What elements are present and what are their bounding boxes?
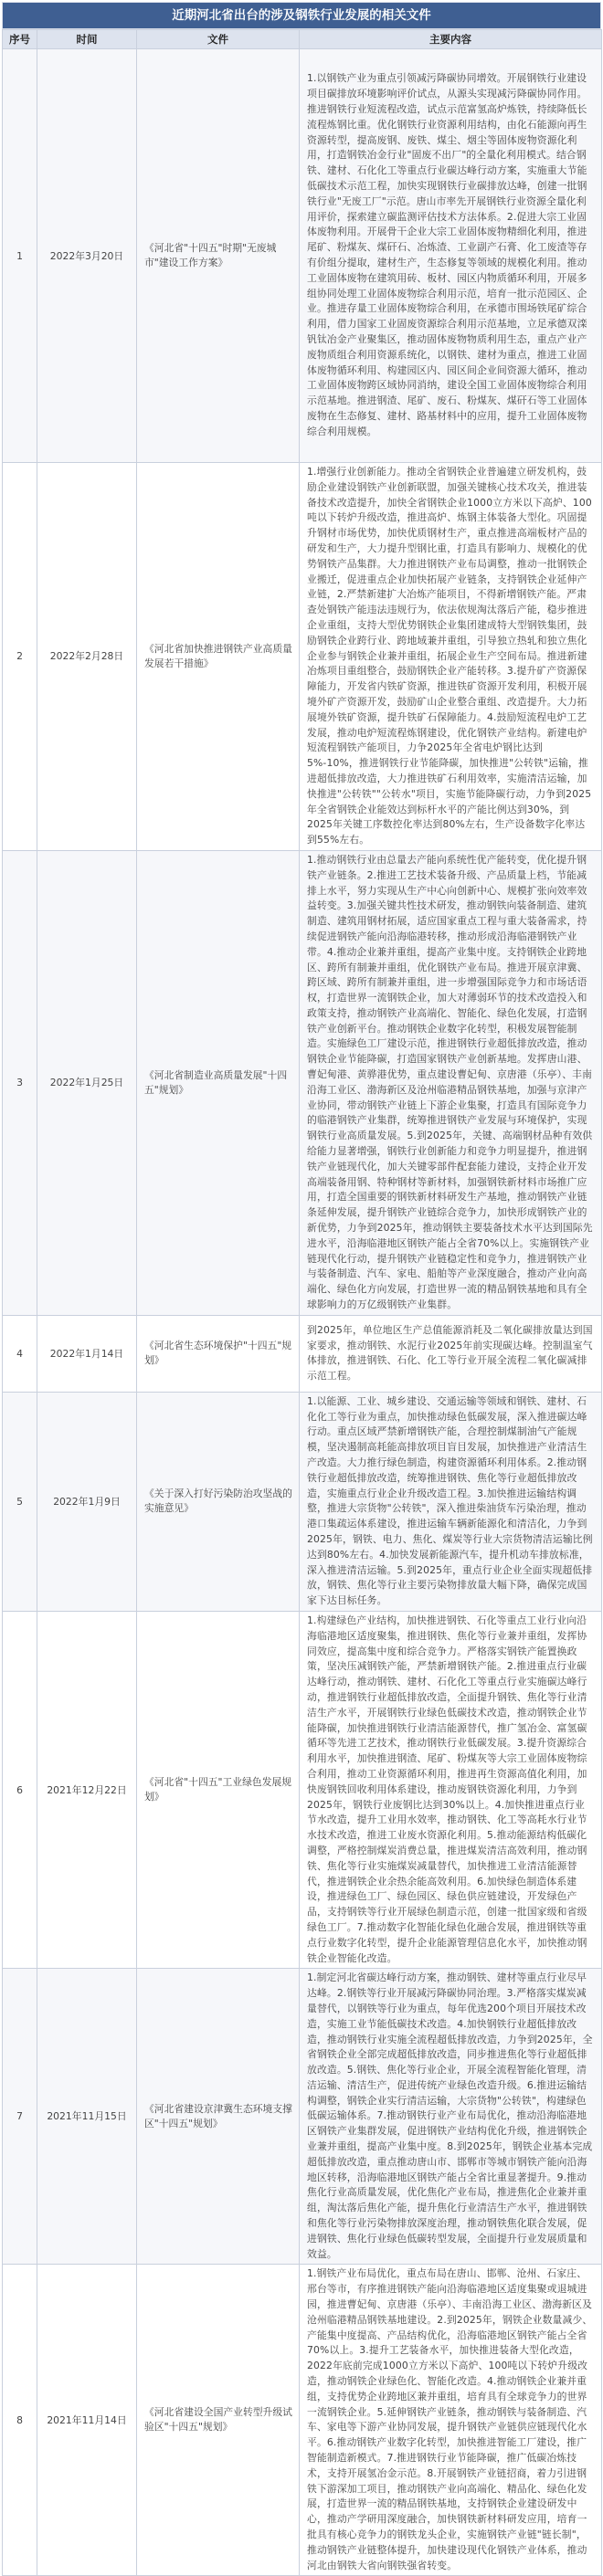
table-row <box>3 2265 602 2576</box>
row-date: 2022年1月25日 <box>37 850 137 1315</box>
row-content: 到2025年，单位地区生产总值能源消耗及二氧化碳排放量达到国家要求，推动钢铁、水泥行业2025年前实现碳达峰。控制温室气体排放，推进钢铁、石化、化工等行业开展全流程二氧化碳减排示范工程。 <box>300 1315 602 1392</box>
row-date: 2021年11月15日 <box>37 1969 137 2265</box>
table-row <box>3 850 602 1315</box>
row-file: 《关于深入打好污染防治攻坚战的实施意见》 <box>137 1392 300 1611</box>
row-date: 2022年2月28日 <box>37 463 137 851</box>
row-content: 1.制定河北省碳达峰行动方案，推动钢铁、建材等重点行业尽早达峰。2.钢铁等行业开展减污降碳协同治理。3.严格落实煤炭减量替代，以钢铁等行业为重点，每年优选200个项目开展技术改造，实施工业节能低碳技术改造。4.加快钢铁行业超低排放改造，推动钢铁行业实施全流程超低排放改造，力争到2025年，全省钢铁企业全部完成超低排放改造，同步推进焦化等行业超低排放改造。5.钢铁、焦化等行业企业，开展全流程智能化管理，清洁运输、清洁生产，促进传统产业绿色改造升级。6.推进运输结构调整，钢铁企业实行清洁运输，大宗货物"公转铁"，构建绿色低碳运输体系。7.推动钢铁行业产业布局优化，推动沿海临港地区钢铁产业集群发展，促进钢铁产业结构优化升级，推进钢铁企业兼并重组，提高产业集中度。8.到2025年，钢铁企业基本完成超低排放改造，重点推动唐山市、邯郸市等城市钢铁产能向沿海地区转移，沿海临港地区钢铁产能占全省比重显著提升。9.推动焦化行业高质量发展，优化焦化产业布局，推进焦化企业兼并重组，淘汰落后焦化产能，提升焦化行业清洁生产水平，推进钢铁和焦化等行业污染物排放深度治理，推动钢铁焦化联合发展，促进钢铁、焦化行业绿色低碳转型发展，全面提升行业发展质量和效益。 <box>300 1969 602 2265</box>
row-file: 《河北省建设京津冀生态环境支撑区"十四五"规划》 <box>137 1969 300 2265</box>
row-content: 1.以钢铁产业为重点引领减污降碳协同增效。开展钢铁行业建设项目碳排放环境影响评价试点，从源头实现减污降碳协同作用。推进钢铁行业短流程改造，试点示范富氢高炉炼铁，持续降低长流程炼钢比重。优化钢铁行业资源利用结构，由化石能源向再生资源转型，提高废钢、废铁、煤尘、烟尘等固体废物资源化利用，打造钢铁冶金行业"固废不出厂"的全量化利用模式。结合钢铁、建材、石化化工等重点行业碳达峰行动方案，实施重大节能低碳技术示范工程，加快实现钢铁行业碳排放达峰，创建一批钢铁行业"无废工厂"示范。唐山市率先开展钢铁行业资源全量化利用评价，探索建立碳监测评估技术方法体系。2.促进大宗工业固体废物利用。开展骨干企业大宗工业固体废物精细化利用，推进尾矿、粉煤灰、煤矸石、冶炼渣、工业副产石膏、化工废渣等存有价组分提取，建材生产，生态修复等领域的规模化利用。推动工业固体废物在建筑用砖、板材、园区内物质循环利用，开展多组协同处理工业固体废物综合利用示范，培育一批示范园区、企业。推进存量工业固体废物综合利用，在承德市围场铁尾矿综合利用，借力国家工业固废资源综合利用示范基地，立足承德双滦钒钛冶金产业聚集区，推动固体废物物质利用生态，重点产业产废物质组合利用资源系统化，以钢铁、建材为重点，推进工业固体废物循环利用、构建园区内、园区间企业间资源大循环，推动工业固体废物跨区域协同消纳，建设全国工业固体废物综合利用示范基地。推进钢渣、尾矿、废石、粉煤灰、煤矸石等工业固体废物在生态修复、建材、路基材料中的应用，提升工业固体废物综合利用规模。 <box>300 49 602 463</box>
row-date: 2022年3月20日 <box>37 49 137 463</box>
table-title: 近期河北省出台的涉及钢铁行业发展的相关文件 <box>2 2 601 29</box>
row-seq: 4 <box>3 1315 37 1392</box>
row-date: 2022年1月9日 <box>37 1392 137 1611</box>
row-content: 1.构建绿色产业结构，加快推进钢铁、石化等重点工业行业向沿海临港地区适度聚集，推进钢铁、焦化等行业兼并重组，发挥协同效应，提高集中度和综合竞争力。严格落实钢铁产能置换政策，坚决压减钢铁产能，严禁新增钢铁产能。2.推进重点行业碳达峰行动，推动钢铁、建材、石化化工等重点行业实施碳达峰行动，推进钢铁行业超低排放改造，全面提升钢铁、焦化等行业清洁生产水平，开展钢铁行业绿色低碳技术改造，推动钢铁企业节能降碳，加快推进钢铁行业清洁能源替代，推广氢冶金、富氢碳循环等先进工艺技术，推动钢铁行业低碳发展。3.提升资源综合利用水平，加快推进钢渣、尾矿、粉煤灰等大宗工业固体废物综合利用，推动工业资源循环利用，推进再生资源高值化利用，加快废钢铁回收利用体系建设，推动废钢铁资源化利用，力争到2025年，钢铁行业废钢比达到30%以上。4.加快推进重点行业节水改造，提升工业用水效率，推动钢铁、化工等高耗水行业节水技术改造，推进工业废水资源化利用。5.推动能源结构低碳化调整，严格控制煤炭消费总量，推进煤炭清洁高效利用，推动钢铁、焦化等行业实施煤炭减量替代，加快推进工业清洁能源替代，推进钢铁企业余热余能高效利用。6.加快绿色制造体系建设，推进绿色工厂、绿色园区、绿色供应链建设，开发绿色产品，支持钢铁等行业开展绿色制造示范，创建一批国家级和省级绿色工厂。7.推动数字化智能化绿色化融合发展，推进钢铁等重点行业数字化转型，提升企业能源管理信息化水平，加快推动钢铁企业智能化改造。 <box>300 1611 602 1968</box>
row-file: 《河北省"十四五"时期"无废城市"建设工作方案》 <box>137 49 300 463</box>
row-seq: 2 <box>3 463 37 851</box>
table-row <box>3 1969 602 2265</box>
header-seq: 序号 <box>3 30 37 49</box>
row-file: 《河北省加快推进钢铁产业高质量发展若干措施》 <box>137 463 300 851</box>
header-row <box>3 30 602 49</box>
policy-table <box>2 29 602 2576</box>
row-content: 1.增强行业创新能力。推动全省钢铁企业普遍建立研发机构，鼓励企业建设钢铁产业创新联盟，加强关键核心技术攻关，推进装备技术改造提升，加快全省钢铁企业1000立方米以下高炉、100吨以下转炉升级改造，推进高炉、炼钢主体装备大型化。巩固提升钢材市场优势，加快优质钢材生产，重点推进高端板材产品的研发和生产，大力提升型钢比重，打造具有影响力、规模化的优势钢铁产品集群。大力推进钢铁产业布局调整，推动一批钢铁企业搬迁，促进重点企业加快拓展产业链条，支持钢铁企业延伸产业链，2.严禁新建扩大冶炼产能项目，不得新增钢铁产能。严肃查处钢铁产能违法违规行为，依法依规淘汰落后产能，稳步推进企业重组，支持大型优势钢铁企业集团建成特大型钢铁集团，鼓励钢铁企业跨行业、跨地域兼并重组，引导独立热轧和独立焦化企业参与钢铁企业兼并重组，拓展企业生产空间布局。推进新建冶炼项目重组整合，鼓励钢铁企业产能转移。3.提升矿产资源保障能力，开发省内铁矿资源，推进铁矿资源开发利用，积极开展境外矿产资源开发，鼓励矿山企业整合重组、改造提升。大力拓展境外铁矿资源，提升铁矿石保障能力。4.鼓励短流程电炉工艺发展，推动电炉短流程炼钢建设，优化钢铁产业结构。新建电炉短流程钢铁产能项目，力争2025年全省电炉钢比达到5%-10%，推进钢铁行业节能降碳，加快推进"公转铁"运输，推进超低排放改造，大力推进铁矿石利用效率，实施清洁运输，加快推进"公转铁""公转水"项目，实施节能降碳行动，力争到2025年全省钢铁企业能效达到标杆水平的产能比例达到30%，到2025年关键工序数控化率达到80%左右，生产设备数字化率达到55%左右。 <box>300 463 602 851</box>
row-date: 2022年1月14日 <box>37 1315 137 1392</box>
row-seq: 3 <box>3 850 37 1315</box>
table-row <box>3 463 602 851</box>
row-seq: 5 <box>3 1392 37 1611</box>
header-file: 文件 <box>137 30 300 49</box>
header-content: 主要内容 <box>300 30 602 49</box>
row-seq: 7 <box>3 1969 37 2265</box>
policy-table-container <box>2 2 601 2576</box>
row-content: 1.推动钢铁行业由总量去产能向系统性优产能转变，优化提升钢铁产业链条。2.推进工艺技术装备升级、产品质量上档，节能减排上水平，努力实现从生产中心向创新中心、规模扩张向效率效益转变。3.加强关键共性技术研发，推动钢铁向装备制造、建筑制造、建筑用钢材拓展，适应国家重点工程与重大装备需求，持续促进钢铁产能向沿海临港转移，推动形成沿海临港钢铁产业带。4.推动企业兼并重组，提高产业集中度。支持钢铁企业跨地区、跨所有制兼并重组，优化钢铁产业布局。推进开展京津冀、跨区域、跨所有制兼并重组，进一步增强国际竞争力和市场话语权，打造世界一流钢铁企业，加大对薄弱环节的技术改造投入和政策支持，推动钢铁产业高端化、智能化、绿色化发展，打造钢铁产业创新平台。推动钢铁企业数字化转型，积极发展智能制造。实施绿色工厂建设示范，推进钢铁行业超低排放改造，推动钢铁企业节能降碳，打造国家钢铁产业创新基地。发挥唐山港、曹妃甸港、黄骅港优势，重点建设曹妃甸、京唐港（乐亭）、丰南沿海工业区、渤海新区及沧州临港精品钢铁基地，加强与京津产业协同，带动钢铁产业链上下游企业集聚，打造具有国际竞争力的临港钢铁产业集群，统筹推进钢铁产业发展与环境保护，实现钢铁行业高质量发展。5.到2025年，关键、高端钢材品种有效供给能力显著增强，钢铁行业创新能力和竞争力明显提升，推进钢铁产业链现代化，加大关键零部件配套能力建设，支持企业开发高端装备用钢、特种钢材等新材料，加强钢铁新材料市场推广应用，打造全国重要的钢铁新材料研发生产基地，推动钢铁产业链条延伸发展，提升钢铁产业链综合竞争力，加快形成钢铁产业的新优势，力争到2025年，推动钢铁主要装备技术水平达到国际先进水平，沿海临港地区钢铁产能占全省70%以上。实施钢铁产业链现代化行动，提升钢铁产业链稳定性和竞争力，推进钢铁产业与装备制造、汽车、家电、船舶等产业深度融合，推动产业向高端化、绿色化方向发展，打造世界一流的精品钢铁基地和具有全球影响力的万亿级钢铁产业集群。 <box>300 850 602 1315</box>
row-file: 《河北省"十四五"工业绿色发展规划》 <box>137 1611 300 1968</box>
row-seq: 8 <box>3 2265 37 2576</box>
row-content: 1.以能源、工业、城乡建设、交通运输等领域和钢铁、建材、石化化工等行业为重点，加快推动绿色低碳发展，深入推进碳达峰行动。重点区域严禁新增钢铁产能，合理控制煤制油气产能规模，坚决遏制高耗能高排放项目盲目发展，加快推进产业清洁生产改造。大力推行绿色制造，构建资源循环利用体系。2.推动钢铁行业超低排放改造，统筹推进钢铁、焦化等行业超低排放改造，实施重点行业企业升级改造工程。3.加快推进运输结构调整，推进大宗货物"公转铁"，深入推进柴油货车污染治理，推动港口集疏运体系建设，推进运输车辆新能源化和清洁化，力争到2025年，钢铁、电力、焦化、煤炭等行业大宗货物清洁运输比例达到80%左右。4.加快发展新能源汽车，提升机动车排放标准，深入推进清洁运输。5.到2025年，重点行业企业全面实现超低排放，钢铁、焦化等行业主要污染物排放量大幅下降，确保完成国家下达目标任务。 <box>300 1392 602 1611</box>
row-file: 《河北省建设全国产业转型升级试验区"十四五"规划》 <box>137 2265 300 2576</box>
row-content: 1.钢铁产业布局优化，重点布局在唐山、邯郸、沧州、石家庄、邢台等市，有序推进钢铁产能向沿海临港地区适度集聚或退城进园，推进曹妃甸、京唐港（乐亭）、丰南沿海工业区、渤海新区及沧州临港精品钢铁基地建设。2.到2025年，钢铁企业数量减少、产能集中度提高、产品结构优化，沿海临港地区钢铁产能占全省70%以上。3.提升工艺装备水平，加快推进装备大型化改造，2022年底前完成1000立方米以下高炉、100吨以下转炉升级改造，推动钢铁企业绿色化、智能化改造。4.推动钢铁企业兼并重组，支持优势企业跨地区兼并重组，培育具有全球竞争力的世界一流钢铁企业。5.延伸钢铁产业链条，推动钢铁与装备制造、汽车、家电等下游产业协同发展，提升钢铁产业链供应链现代化水平。6.推动钢铁产业数字化转型，加快推进智能工厂建设，推广智能制造新模式。7.推进钢铁行业节能降碳，推广低碳冶炼技术，支持开展氢冶金示范。8.开展钢铁产业链招商，着力引进钢铁下游深加工项目，推动钢铁产业向高端化、精品化、绿色化发展，打造世界一流的精品钢铁基地，支持钢铁企业建设研发中心，推动产学研用深度融合，加快钢铁新材料研发应用，培育一批具有核心竞争力的钢铁龙头企业，实施钢铁产业链"链长制"，推动钢铁产业链整体提升，加快建设现代化钢铁产业体系，推动河北由钢铁大省向钢铁强省转变。 <box>300 2265 602 2576</box>
row-file: 《河北省生态环境保护"十四五"规划》 <box>137 1315 300 1392</box>
row-seq: 6 <box>3 1611 37 1968</box>
table-row <box>3 1611 602 1968</box>
row-seq: 1 <box>3 49 37 463</box>
table-row <box>3 1315 602 1392</box>
header-date: 时间 <box>37 30 137 49</box>
row-date: 2021年12月22日 <box>37 1611 137 1968</box>
table-row <box>3 1392 602 1611</box>
table-row <box>3 49 602 463</box>
row-date: 2021年11月14日 <box>37 2265 137 2576</box>
row-file: 《河北省制造业高质量发展"十四五"规划》 <box>137 850 300 1315</box>
